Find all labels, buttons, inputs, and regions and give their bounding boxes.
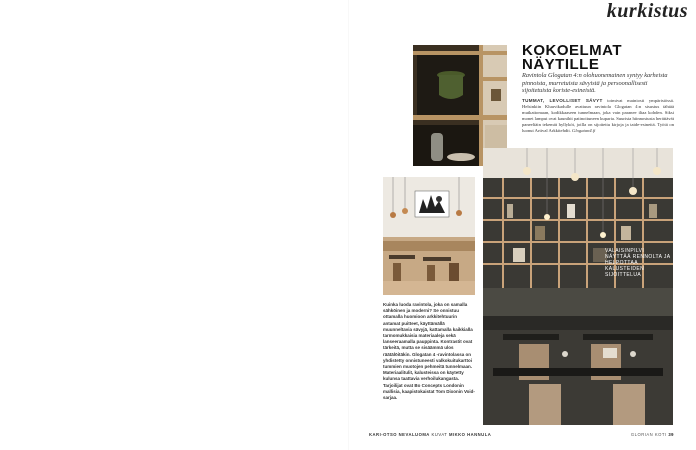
interior-illustration [483, 148, 673, 425]
deck-text: Ravintola Glogatan 4:n olohuonemainen syntyy karheista pinnoista, murretuista sävyistä ja persoonallisesti sijoitetuista koriste-esineistä. [522, 72, 668, 95]
page-number: 39 [668, 432, 674, 437]
folio-label: GLORIAN KOTI [630, 432, 667, 437]
photo-credits [369, 432, 491, 437]
page-gutter [348, 0, 349, 450]
restaurant-illustration [383, 177, 475, 295]
credits-writer: KARI-OTSO NEVALUOMA [369, 432, 430, 437]
restaurant-photo [383, 177, 475, 295]
body-venue: Glogatan4.fi [572, 128, 596, 134]
left-caption: Kuinka luoda ravintola, joka on samalla sähköinen ja moderni? Se onnistuu ottamalla huomioon arkkitehtuurin antamat puitteet, käyttämällä muunneltavia sävyjä, kattamalla kaikkialla tarmomukkaisia materiaaleja sekä lanseeraamalla pauppinta. Kontrastit ovat tärkeitä, mutta se sisäämmä ulos räätälöitäkin. Glogatan 4 -ravintolassa on yhdistetty onnistuneesti valkokuitukarttoi tummien muotojen pehmeitä tunnelmaan. Materiaalitulit, kalusteissa on käytetty kulunsa taattavia verhoilukangasta. Tarjoilijat ovat Bo Concepts Londonin mallisia, kaapistokaistat Tom Dixonin Void-sarjaa. [383, 302, 475, 401]
body-lead: TUMMAT, LEVOLLISET SÄVYT [522, 98, 603, 103]
headline-line2: NÄYTILLE [522, 56, 600, 73]
credits-mid: KUVAT [431, 432, 448, 437]
body-text [522, 98, 674, 135]
body-main: toimivat mainiosti ympäristössä. Helsinkiin Kluuvikadulle avattuun ravintola Glogatan 4:n sisustus tähtää mutkattomaan, kodikkaaseen tunnelmaan, joka vain paranee iltaa kohden. Siksi monet lamput ovat kaunihit patinoituneen kuparia. Suurista hiinnostusta herättävät paneeliäin tekemät hyllyköt, joilla on sijoitettu kirjoja ja taide-esineitä. Työtä on luonut Artival Arkkitehdit. [522, 98, 674, 134]
headline-line1: KOKOELMAT [522, 42, 623, 59]
headline [522, 44, 672, 72]
overlay-caption: VALAISINPILVI NÄYTTÄÄ RENNOLTA JA HELPOTTAA KALUSTEIDEN SIJOITTELUA [605, 248, 671, 278]
page-folio [631, 432, 674, 437]
credits-photographer: MIKKO HANNULA [448, 432, 492, 437]
interior-photo [483, 148, 673, 425]
section-label: kurkistus [606, 0, 688, 22]
